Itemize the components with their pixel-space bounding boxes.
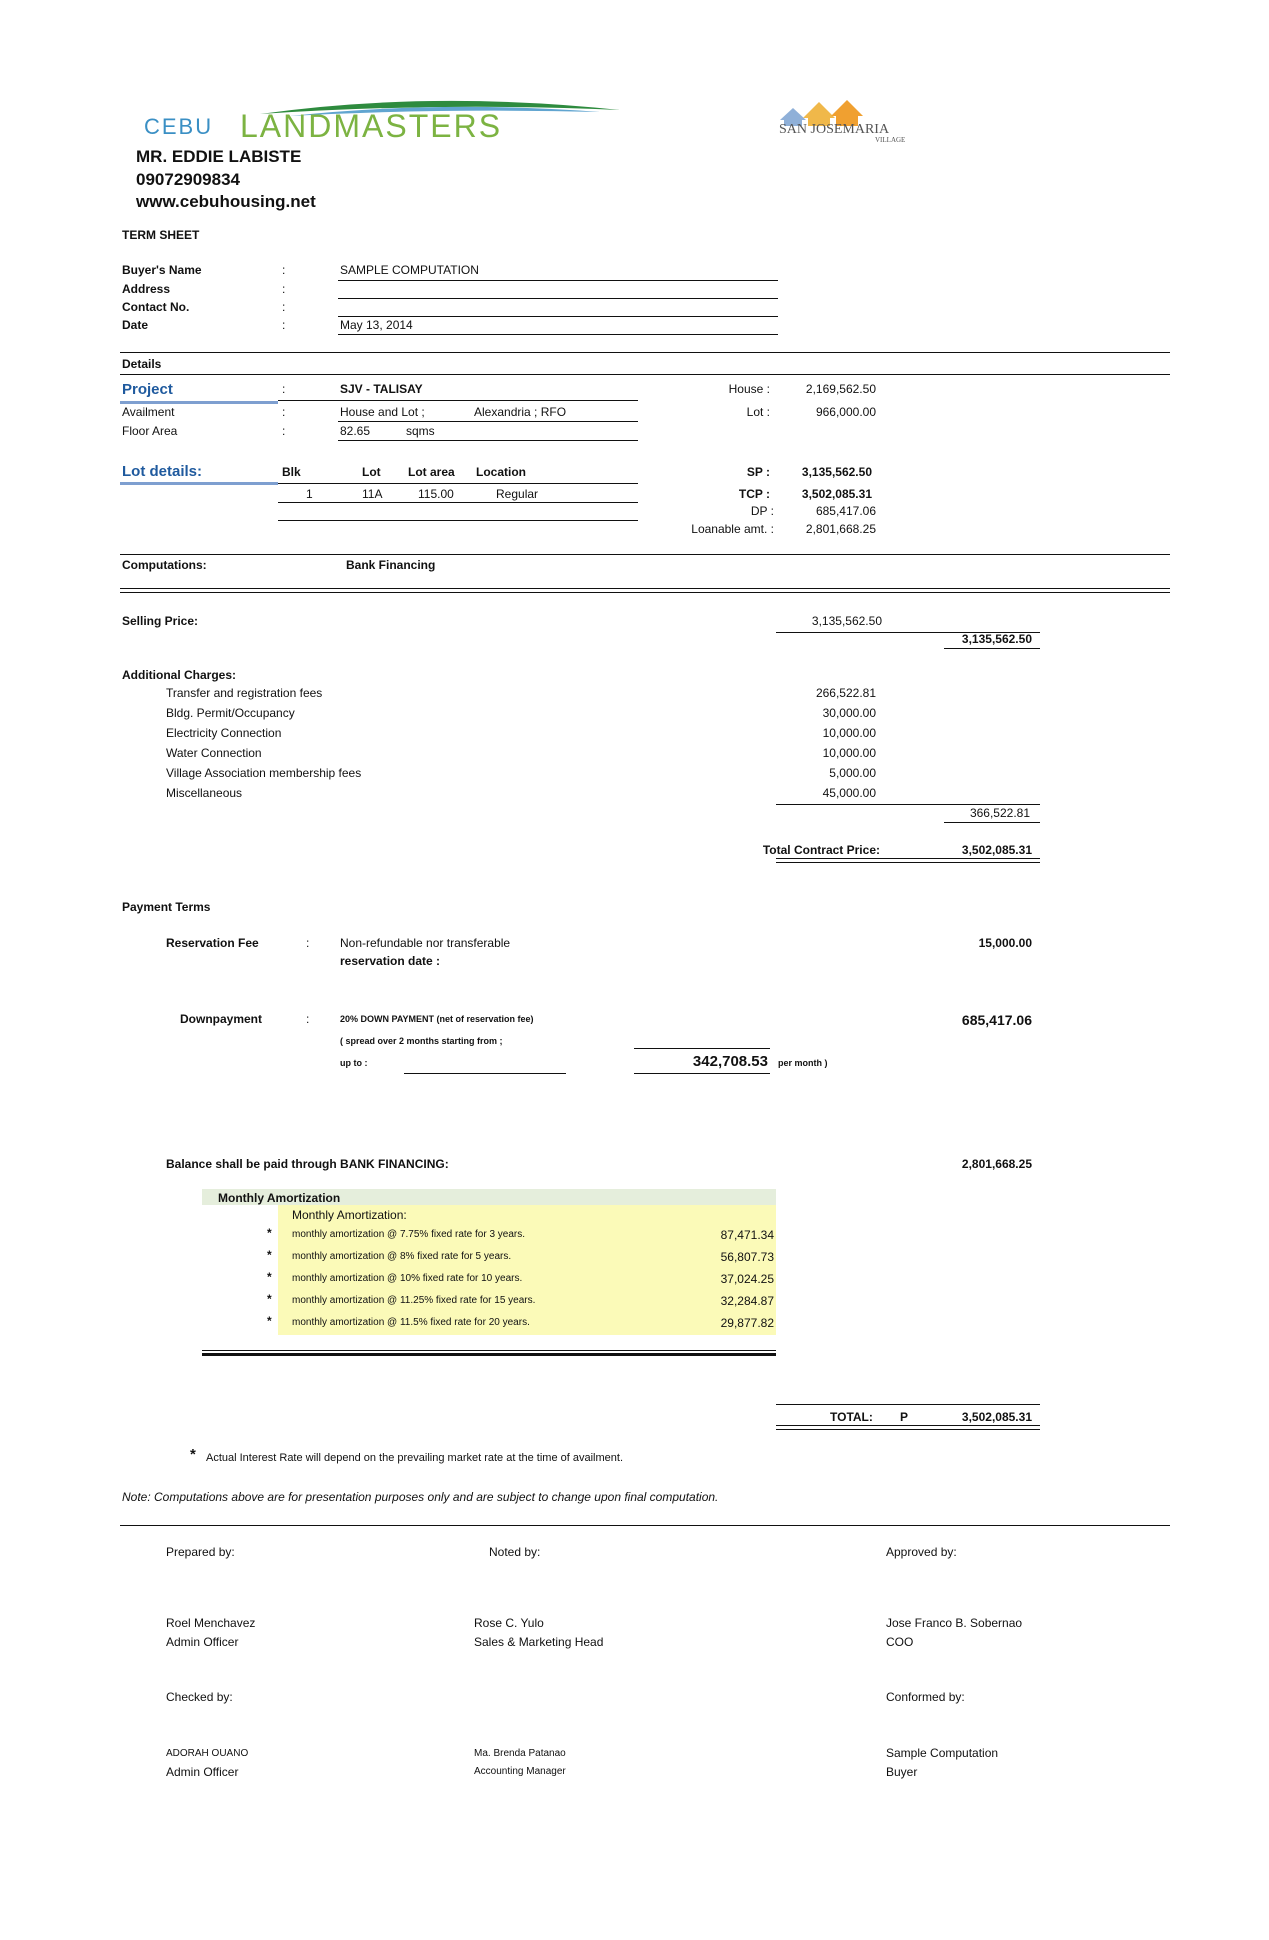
list-item-value: 30,000.00 [822, 706, 876, 720]
divider [278, 483, 638, 484]
lot-header-area: Lot area [408, 465, 455, 479]
divider [338, 421, 638, 422]
dp-label: DP : [750, 504, 774, 518]
double-divider [120, 588, 1170, 593]
agent-phone: 09072909834 [136, 170, 241, 189]
colon: : [306, 936, 310, 950]
subtotal-underline [944, 822, 1040, 823]
section-divider [120, 554, 1170, 555]
approved-by-label: Approved by: [886, 1545, 957, 1559]
lot-details-label: Lot details: [122, 463, 203, 480]
lot-value: 966,000.00 [815, 405, 876, 419]
amortization-row-value: 37,024.25 [720, 1272, 774, 1286]
footnote-asterisk: * [190, 1446, 196, 1463]
total-currency: P [900, 1410, 909, 1424]
floor-area-unit: sqms [406, 424, 435, 438]
noted-by-label: Noted by: [489, 1545, 541, 1559]
list-item-value: 45,000.00 [822, 786, 876, 800]
reservation-fee-value: 15,000.00 [978, 936, 1032, 950]
asterisk: * [267, 1248, 272, 1262]
list-item: Electricity Connection [166, 726, 282, 740]
amortization-row-value: 56,807.73 [720, 1250, 774, 1264]
amortization-subhead: Monthly Amortization: [292, 1208, 407, 1222]
monthly-downpayment-value: 342,708.53 [692, 1053, 768, 1070]
downpayment-value: 685,417.06 [961, 1012, 1032, 1028]
lot-row-location: Regular [496, 487, 539, 501]
lot-row-lot: 11A [362, 487, 383, 501]
footnote-text: Actual Interest Rate will depend on the prevailing market rate at the time of availment. [206, 1452, 623, 1464]
doc-title: TERM SHEET [122, 228, 200, 242]
double-underline [776, 858, 1040, 863]
divider [776, 804, 1040, 805]
lot-label: Lot : [746, 405, 770, 419]
computations-value: Bank Financing [346, 558, 436, 572]
dp-value: 685,417.06 [815, 504, 876, 518]
address-label: Address [122, 282, 171, 296]
list-item-value: 5,000.00 [829, 766, 876, 780]
list-item-value: 266,522.81 [815, 686, 876, 700]
amortization-row-value: 32,284.87 [720, 1294, 774, 1308]
list-item: Water Connection [166, 746, 262, 760]
reservation-fee-label: Reservation Fee [166, 936, 259, 950]
amortization-head: Monthly Amortization [218, 1191, 341, 1205]
divider [338, 440, 638, 441]
sp-label: SP : [746, 465, 770, 479]
list-item: Village Association membership fees [166, 766, 362, 780]
list-item: Bldg. Permit/Occupancy [166, 706, 295, 720]
colon: : [282, 318, 286, 332]
disclaimer-note: Note: Computations above are for presentation purposes only and are subject to change upon final computation. [122, 1490, 719, 1504]
lot-row-area: 115.00 [418, 487, 454, 501]
conformed-by-label: Conformed by: [886, 1690, 965, 1704]
payment-terms-label: Payment Terms [122, 900, 211, 914]
conformed-title: Buyer [886, 1765, 918, 1779]
list-item: Transfer and registration fees [166, 686, 323, 700]
list-item-value: 10,000.00 [822, 746, 876, 760]
lot-header-location: Location [476, 465, 526, 479]
additional-charges-label: Additional Charges: [122, 668, 237, 682]
approved-title: COO [886, 1635, 914, 1649]
loanable-value: 2,801,668.25 [805, 522, 876, 536]
section-divider [120, 352, 1170, 353]
divider [338, 280, 778, 281]
floor-area-label: Floor Area [122, 424, 178, 438]
per-month-label: per month ) [778, 1058, 828, 1068]
date-value: May 13, 2014 [340, 318, 413, 332]
double-underline [776, 1425, 1040, 1430]
agent-name: MR. EDDIE LABISTE [136, 147, 302, 166]
list-item-value: 10,000.00 [822, 726, 876, 740]
tcp-value: 3,502,085.31 [801, 487, 872, 501]
amortization-row-label: monthly amortization @ 11.5% fixed rate for 20 years. [292, 1317, 530, 1328]
colon: : [282, 424, 286, 438]
colon: : [282, 300, 286, 314]
noted-name: Rose C. Yulo [474, 1616, 544, 1630]
amortization-row-value: 29,877.82 [720, 1316, 774, 1330]
list-item: Miscellaneous [166, 786, 243, 800]
selling-price-value: 3,135,562.50 [811, 614, 882, 628]
accounting-title: Accounting Manager [474, 1766, 566, 1777]
sp-value: 3,135,562.50 [801, 465, 872, 479]
divider [338, 316, 778, 317]
details-label: Details [122, 357, 162, 371]
amortization-row-label: monthly amortization @ 7.75% fixed rate for 3 years. [292, 1229, 526, 1240]
asterisk: * [267, 1292, 272, 1306]
floor-area-value: 82.65 [340, 424, 371, 438]
prepared-title: Admin Officer [166, 1635, 239, 1649]
asterisk: * [267, 1270, 272, 1284]
tcp-total-value: 3,502,085.31 [961, 843, 1032, 857]
checked-name: ADORAH OUANO [166, 1748, 249, 1759]
prepared-by-label: Prepared by: [166, 1545, 235, 1559]
selling-price-label: Selling Price: [122, 614, 199, 628]
divider [202, 1350, 776, 1351]
project-underline [120, 401, 278, 404]
amortization-row-label: monthly amortization @ 11.25% fixed rate for 15 years. [292, 1295, 536, 1306]
colon: : [282, 282, 286, 296]
village-logo [757, 98, 957, 144]
amortization-row-label: monthly amortization @ 8% fixed rate for 5 years. [292, 1251, 512, 1262]
reservation-date-label: reservation date : [340, 954, 441, 968]
availment-value: House and Lot ; [340, 405, 425, 419]
contact-label: Contact No. [122, 300, 190, 314]
project-label: Project [122, 381, 173, 398]
house-value: 2,169,562.50 [805, 382, 876, 396]
checked-by-label: Checked by: [166, 1690, 233, 1704]
village-logo-main: SAN JOSEMARIA [779, 122, 890, 137]
asterisk: * [267, 1226, 272, 1240]
lot-details-underline [120, 482, 278, 485]
subtotal-underline [944, 648, 1040, 649]
date-label: Date [122, 318, 149, 332]
amortization-row-label: monthly amortization @ 10% fixed rate for 10 years. [292, 1273, 523, 1284]
house-label: House : [728, 382, 770, 396]
project-value: SJV - TALISAY [340, 382, 423, 396]
computations-label: Computations: [122, 558, 207, 572]
conformed-name: Sample Computation [886, 1746, 999, 1760]
charges-subtotal: 366,522.81 [969, 806, 1030, 820]
company-logo [140, 96, 700, 146]
colon: : [282, 405, 286, 419]
reservation-desc: Non-refundable nor transferable [340, 936, 511, 950]
divider [634, 1048, 770, 1049]
buyer-name-value: SAMPLE COMPUTATION [340, 263, 479, 277]
downpayment-upto: up to : [340, 1058, 368, 1068]
selling-price-subtotal: 3,135,562.50 [961, 632, 1032, 646]
colon: : [306, 1012, 310, 1026]
divider [338, 334, 778, 335]
total-value: 3,502,085.31 [961, 1410, 1032, 1424]
lot-row-blk: 1 [306, 487, 313, 501]
amortization-row-value: 87,471.34 [720, 1228, 774, 1242]
tcp-label: TCP : [738, 487, 770, 501]
buyer-name-label: Buyer's Name [122, 263, 202, 277]
section-divider [120, 1525, 1170, 1526]
agent-website[interactable]: www.cebuhousing.net [136, 192, 316, 211]
divider [278, 502, 638, 503]
approved-name: Jose Franco B. Sobernao [886, 1616, 1023, 1630]
logo-prefix: CEBU [144, 114, 214, 139]
balance-value: 2,801,668.25 [961, 1157, 1032, 1171]
noted-title: Sales & Marketing Head [474, 1635, 604, 1649]
divider [634, 1073, 770, 1074]
thick-divider [202, 1353, 776, 1356]
availment-model: Alexandria ; RFO [474, 405, 567, 419]
loanable-label: Loanable amt. : [691, 522, 774, 536]
total-label: TOTAL: [830, 1410, 873, 1424]
accounting-name: Ma. Brenda Patanao [474, 1748, 566, 1759]
colon: : [282, 382, 286, 396]
prepared-name: Roel Menchavez [166, 1616, 256, 1630]
section-divider [120, 374, 1170, 375]
divider [404, 1073, 566, 1074]
balance-label: Balance shall be paid through BANK FINANCING: [166, 1157, 449, 1171]
lot-header-blk: Blk [282, 465, 301, 479]
divider [338, 298, 778, 299]
downpayment-spread: ( spread over 2 months starting from ; [340, 1036, 503, 1046]
asterisk: * [267, 1314, 272, 1328]
lot-header-lot: Lot [362, 465, 381, 479]
divider [278, 520, 638, 521]
checked-title: Admin Officer [166, 1765, 239, 1779]
village-logo-sub: VILLAGE [875, 136, 906, 144]
divider [278, 400, 638, 401]
downpayment-desc: 20% DOWN PAYMENT (net of reservation fee) [340, 1014, 534, 1024]
logo-main: LANDMASTERS [240, 108, 503, 144]
downpayment-label: Downpayment [180, 1012, 263, 1026]
availment-label: Availment [122, 405, 175, 419]
tcp-total-label: Total Contract Price: [762, 843, 880, 857]
colon: : [282, 263, 286, 277]
divider [776, 1404, 1040, 1405]
